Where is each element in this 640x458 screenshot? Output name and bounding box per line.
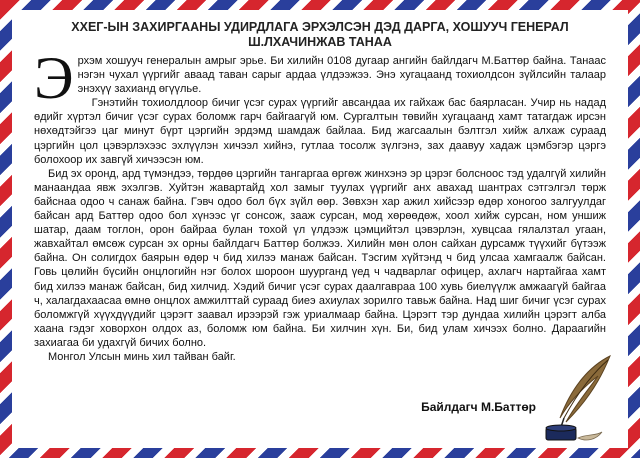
letter-title: ХХЕГ-ЫН ЗАХИРГААНЫ УДИРДЛАГА ЭРХЭЛСЭН ДЭД ДАРГА, ХОШУУЧ ГЕНЕРАЛ Ш.ЛХАЧИНЖАВ ТАНАА bbox=[71, 20, 569, 49]
paragraph-2: Гэнэтийн тохиолдлоор бичиг үсэг сурах үүргийг авсандаа их гайхаж бас баярласан. Учир нь надад өдийг хүртэл бичиг үсэг сурах боломж гарч байгаагүй юм. Сургалтын төвийн хугацаанд хамт татагдаж ирсэн нөхөдтэйгээ цаг минут бүрт цэргийн эрдэмд шамдаж байлаа. Бид жагсаалын бэлтгэл хийж алхаж сураад цэргийн цол цэвэрлэхээс эхлүүлэн хичээл хийнэ, гутлаа тосолж зүлгэнэ, зах даавуу хадаж цэмбэгэр цэргэ болохоор их завгүй хичээсэн юм. bbox=[34, 97, 606, 166]
letter-body bbox=[34, 45, 606, 364]
letter-paper bbox=[12, 10, 628, 448]
signature: Байлдагч М.Баттөр bbox=[421, 400, 536, 414]
paragraph-3: Бид эх оронд, ард түмэндээ, төрдөө цэргийн тангаргаа өргөж жинхэнэ эр цэрэг болсноос тэд удалгүй хилийн манаандаа явж эхэлгэв. Хуйтэн жавартайд хол замыг туулах үүргийг анх авахад шантрах сэтгэлгэл төрж байснаа одоо ч санаж байна. Гэвч одоо бол бүх зүйл өөр. Зөвхэн хар ажил хийсээр өдөр хоногоо залгуулдаг байсан ард Баттөр одоо бол хүнээс үг сонсож, зааж сурсан, мод хөрөөдөж, хоол хийж сурсан, ном уншиж шатар, даам тоглон, орон байраа булан тохой үл үлдээж цэмцийтэл цэвэрлэн, хувцсаа гялалзтал угаан, жавхайтал өмсөж сурсан эх орны байлдагч Баттөр болжээ. Хилийн мөн олон сайхан дурсамж түүхийг бүтээж байна. Он солигдох баярын өдөр ч бид хилээ манаж байсан. Тэсгим хүйтэнд ч бид улсаа хамгаалж байсан. Говь цөлийн бүсийн онцлогийн нэг болох шороон шуурганд үед ч чадварлаг офицер, ахлагч нартайгаа хамт бид хилээ манаж байсан, бид хилчид. Хэдий бичиг үсэг сурах даалгавраа 100 хувь биелүүлж амжаагүй байгаа ч, халагдахаасаа өмнө онцлох амжилттай сураад биеэ ахиулах зорилго тавьж байна. Над шиг бичиг үсэг сурах боломжгүй хүүхдүүдийг цэрэгт заавал ирээрэй гэж уриалмаар байна. Цэрэгт тэр дундаа хилийн цэрэгт алба хаана гэдэг ховорхон олдох аз, боломж юм байна. Би хилчин хүн. Би, бид улам хичээх болно. Дараагийн захиагаа би удахгүй бичих болно. bbox=[34, 167, 606, 349]
paragraph-1-text: рхэм хошууч генералын амрыг эрье. Би хилийн 0108 дугаар ангийн байлдагч М.Баттөр байна. Танаас нэгэн чухал үүргийг аваад таван сарыг ардаа үлдээжээ. Энэ хугацаанд тохиолдсон зүйлсийн талаар энэхүү захианд өгүүлье. bbox=[77, 55, 606, 96]
drop-cap: Э bbox=[34, 45, 74, 111]
paragraph-1 bbox=[34, 45, 606, 111]
paragraph-4: Монгол Улсын минь хил тайван байг. bbox=[48, 350, 236, 363]
quill-inkwell-icon bbox=[538, 352, 622, 444]
